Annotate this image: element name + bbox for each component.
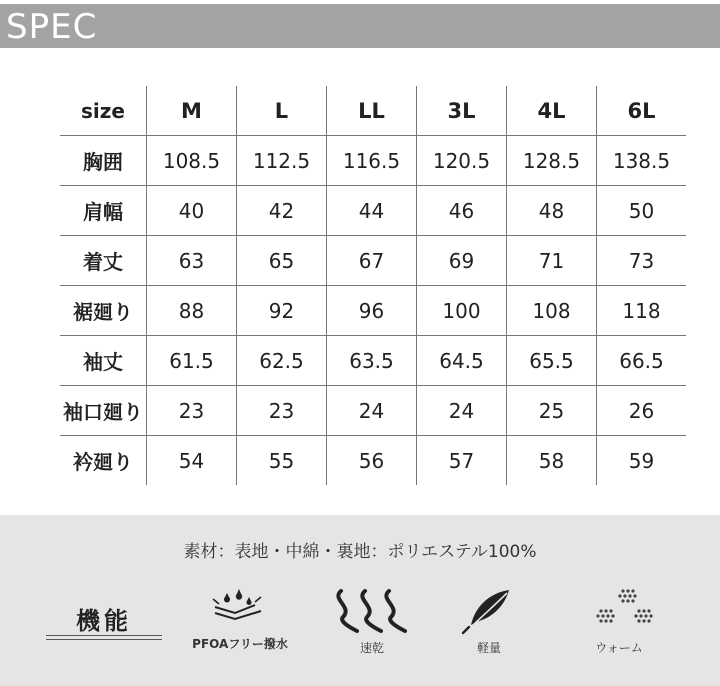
material-text: 素材：表地・中綿・裏地：ポリエステル100% [183, 542, 537, 562]
table-row [60, 236, 686, 286]
table-cell: 138.5 [597, 136, 687, 186]
water-repellent-icon [205, 587, 275, 631]
table-cell: 26 [597, 386, 687, 436]
table-cell: 55 [237, 436, 327, 486]
table-cell: 62.5 [237, 336, 327, 386]
row-label: 袖口廻り [60, 386, 147, 436]
column-header: LL [327, 86, 417, 136]
table-cell: 40 [147, 186, 237, 236]
functions-label: 機能 [76, 607, 132, 635]
table-cell: 88 [147, 286, 237, 336]
feature-icon [459, 587, 519, 635]
feature-water-repellent [185, 587, 295, 652]
table-cell: 69 [417, 236, 507, 286]
table-cell: 50 [597, 186, 687, 236]
row-label: 袖丈 [60, 336, 147, 386]
table-row [60, 386, 686, 436]
table-cell: 64.5 [417, 336, 507, 386]
table-cell: 96 [327, 286, 417, 336]
table-cell: 65.5 [507, 336, 597, 386]
table-cell: 108.5 [147, 136, 237, 186]
quick-dry-icon [327, 587, 417, 635]
table-cell: 112.5 [237, 136, 327, 186]
row-label: 着丈 [60, 236, 147, 286]
table-cell: 73 [597, 236, 687, 286]
table-cell: 92 [237, 286, 327, 336]
table-cell: 71 [507, 236, 597, 286]
size-corner-label: size [60, 86, 147, 136]
table-cell: 42 [237, 186, 327, 236]
feature-lightweight [434, 587, 544, 656]
feature-label: 軽量 [476, 641, 501, 655]
table-cell: 63 [147, 236, 237, 286]
table-cell: 116.5 [327, 136, 417, 186]
table-cell: 46 [417, 186, 507, 236]
feature-label: PFOAフリー撥水 [192, 637, 288, 651]
table-row [60, 186, 686, 236]
column-header: 6L [597, 86, 687, 136]
row-label: 肩幅 [60, 186, 147, 236]
row-label: 衿廻り [73, 450, 133, 474]
table-cell: 23 [237, 386, 327, 436]
table-row [60, 286, 686, 336]
table-row [60, 336, 686, 386]
table-cell: 66.5 [597, 336, 687, 386]
feature-warm [564, 587, 674, 656]
table-cell: 100 [417, 286, 507, 336]
table-cell: 128.5 [507, 136, 597, 186]
size-spec-table [60, 86, 686, 485]
feature-quick-dry [317, 587, 427, 656]
table-cell: 57 [417, 436, 507, 486]
feature-label: 速乾 [359, 641, 384, 655]
table-cell: 54 [147, 436, 237, 486]
table-header-row [60, 86, 686, 136]
column-header: 4L [507, 86, 597, 136]
column-header: M [147, 86, 237, 136]
row-label: 胸囲 [60, 136, 147, 186]
table-cell: 56 [327, 436, 417, 486]
warm-dots-icon [579, 587, 659, 635]
table-cell: 59 [597, 436, 687, 486]
table-cell: 24 [327, 386, 417, 436]
table-cell: 61.5 [147, 336, 237, 386]
table-cell: 63.5 [327, 336, 417, 386]
table-row [60, 436, 686, 486]
table-cell: 23 [147, 386, 237, 436]
table-cell: 48 [507, 186, 597, 236]
table-cell: 65 [237, 236, 327, 286]
row-label: 裾廻り [60, 286, 147, 336]
features-panel [0, 515, 720, 686]
spec-header-bar [0, 4, 720, 48]
table-row [60, 136, 686, 186]
table-cell: 67 [327, 236, 417, 286]
column-header: L [237, 86, 327, 136]
table-cell: 58 [507, 436, 597, 486]
table-cell: 118 [597, 286, 687, 336]
table-cell: 24 [417, 386, 507, 436]
feature-label: ウォーム [595, 641, 643, 655]
table-cell: 25 [507, 386, 597, 436]
spec-title: SPEC [6, 7, 98, 47]
table-cell: 120.5 [417, 136, 507, 186]
functions-underline [46, 635, 162, 641]
table-cell: 108 [507, 286, 597, 336]
column-header: 3L [417, 86, 507, 136]
table-cell: 44 [327, 186, 417, 236]
